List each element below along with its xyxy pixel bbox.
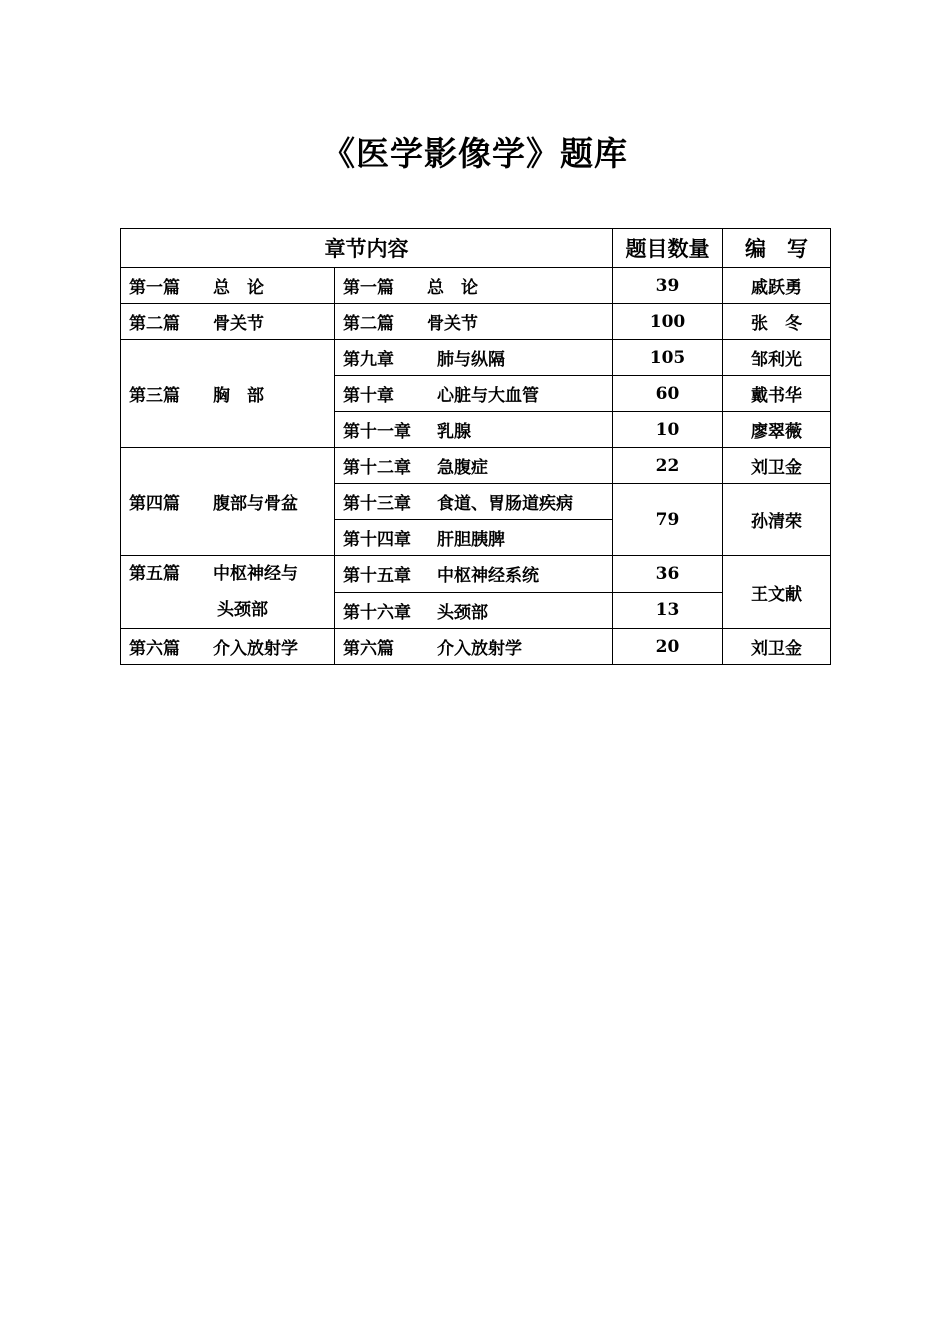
- author-name: 刘卫金: [723, 629, 831, 665]
- chapter-cell: [335, 412, 613, 448]
- chapter-name: 食道、胃肠道疾病: [437, 494, 573, 514]
- chapter-cell: [335, 268, 613, 304]
- chapter-number: 第十章: [343, 386, 394, 406]
- question-count: 36: [613, 556, 723, 593]
- question-count: 39: [613, 268, 723, 304]
- chapter-number: 第一篇: [343, 278, 394, 298]
- chapter-number: 第六篇: [343, 639, 394, 659]
- chapter-cell: [335, 629, 613, 665]
- part-cell: [121, 556, 335, 629]
- author-name: 王文献: [723, 556, 831, 629]
- chapter-cell: [335, 520, 613, 556]
- author-name: 刘卫金: [723, 448, 831, 484]
- question-count: 22: [613, 448, 723, 484]
- question-count: 20: [613, 629, 723, 665]
- part-number: 第二篇: [129, 314, 180, 334]
- part-number: 第一篇: [129, 278, 180, 298]
- question-count: 79: [613, 484, 723, 556]
- chapter-number: 第二篇: [343, 314, 394, 334]
- table-row: [121, 629, 831, 665]
- part-number: 第六篇: [129, 639, 180, 659]
- chapter-cell: [335, 376, 613, 412]
- question-count: 100: [613, 304, 723, 340]
- part-cell: [121, 448, 335, 556]
- chapter-name: 肝胆胰脾: [437, 530, 505, 550]
- question-count: 13: [613, 592, 723, 629]
- author-name: 邹利光: [723, 340, 831, 376]
- part-number: 第三篇: [129, 386, 180, 406]
- chapter-number: 第十六章: [343, 602, 411, 623]
- part-name: 腹部与骨盆: [213, 494, 298, 514]
- chapter-cell: [335, 592, 613, 629]
- chapter-name: 乳腺: [437, 422, 471, 442]
- header-chapter-content: 章节内容: [121, 229, 613, 268]
- table-row: [121, 340, 831, 376]
- part-name: 介入放射学: [213, 639, 298, 659]
- chapter-number: 第十五章: [343, 566, 411, 587]
- table-row: [121, 304, 831, 340]
- document-title: 《医学影像学》题库: [322, 134, 628, 173]
- part-number: 第四篇: [129, 494, 180, 514]
- chapter-name: 心脏与大血管: [437, 386, 539, 406]
- part-name-continued: 头颈部: [217, 600, 268, 620]
- chapter-name: 骨关节: [427, 314, 478, 334]
- author-name: 孙清荣: [723, 484, 831, 556]
- author-name: 戴书华: [723, 376, 831, 412]
- table-row: [121, 556, 831, 593]
- question-count: 10: [613, 412, 723, 448]
- chapter-number: 第十四章: [343, 530, 411, 550]
- table-row: [121, 448, 831, 484]
- chapter-name: 介入放射学: [437, 639, 522, 659]
- chapter-name: 肺与纵隔: [437, 350, 505, 370]
- chapter-number: 第十一章: [343, 422, 411, 442]
- header-author: 编 写: [723, 229, 831, 268]
- chapter-name: 中枢神经系统: [437, 566, 539, 587]
- part-name: 中枢神经与: [213, 564, 298, 584]
- chapter-cell: [335, 340, 613, 376]
- chapter-cell: [335, 484, 613, 520]
- chapter-cell: [335, 556, 613, 593]
- part-name: 骨关节: [213, 314, 264, 334]
- author-name: 廖翠薇: [723, 412, 831, 448]
- part-name: 总 论: [213, 278, 264, 298]
- part-cell: [121, 340, 335, 448]
- author-name: 戚跃勇: [723, 268, 831, 304]
- part-name: 胸 部: [213, 386, 264, 406]
- chapter-number: 第十二章: [343, 458, 411, 478]
- chapter-cell: [335, 448, 613, 484]
- chapter-number: 第九章: [343, 350, 394, 370]
- part-number: 第五篇: [129, 564, 180, 584]
- part-cell: [121, 304, 335, 340]
- chapter-name: 头颈部: [437, 602, 488, 623]
- author-name: 张 冬: [723, 304, 831, 340]
- chapter-number: 第十三章: [343, 494, 411, 514]
- chapter-name: 急腹症: [437, 458, 488, 478]
- header-question-count: 题目数量: [613, 229, 723, 268]
- table-header-row: [121, 229, 831, 268]
- question-count: 60: [613, 376, 723, 412]
- table-row: [121, 268, 831, 304]
- chapter-name: 总 论: [427, 278, 478, 298]
- question-count: 105: [613, 340, 723, 376]
- part-cell: [121, 629, 335, 665]
- chapter-cell: [335, 304, 613, 340]
- question-bank-table: [120, 228, 831, 665]
- part-cell: [121, 268, 335, 304]
